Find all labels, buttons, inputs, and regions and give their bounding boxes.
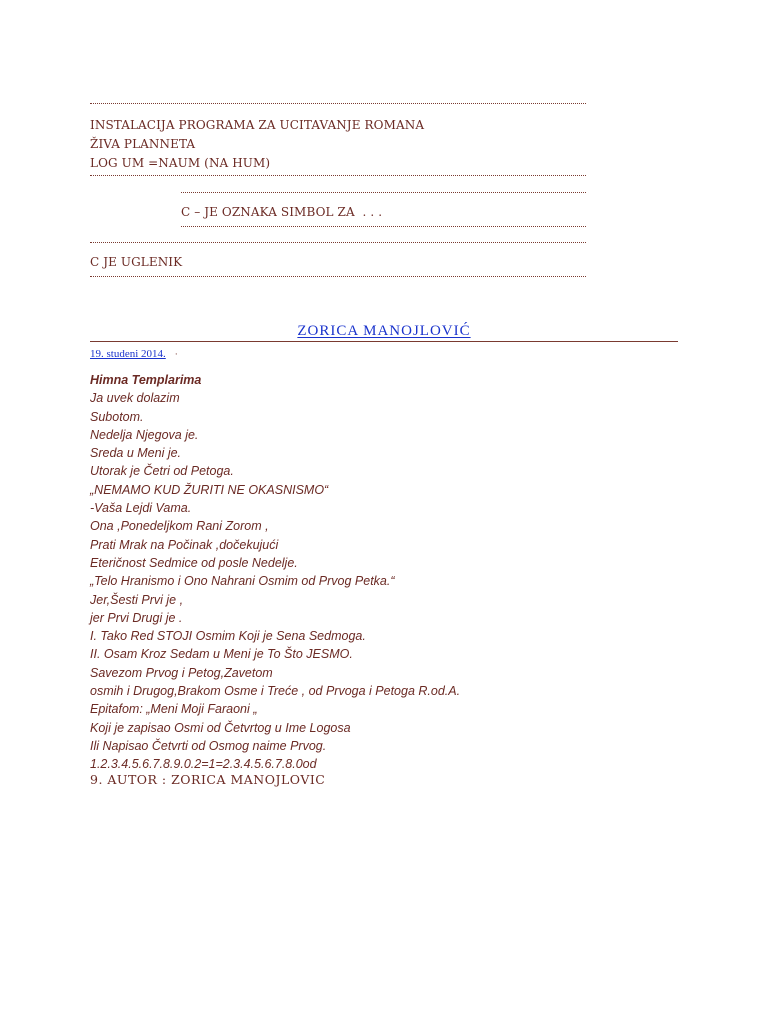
- heading-line-1: INSTALACIJA PROGRAMA ZA UCITAVANJE ROMANA: [90, 118, 425, 132]
- author-rule: [90, 341, 678, 342]
- poem-line: osmih i Drugog,Brakom Osme i Treće , od Prvoga i Petoga R.od.A.: [90, 684, 461, 699]
- dotted-rule-top: [90, 103, 586, 104]
- poem-line: Prati Mrak na Počinak ,dočekujući: [90, 537, 279, 552]
- poem-line: -Vaša Lejdi Vama.: [90, 501, 192, 516]
- poem-line: Utorak je Četri od Petoga.: [90, 464, 234, 479]
- poem-line: 1.2.3.4.5.6.7.8.9.0.2=1=2.3.4.5.6.7.8.0od: [90, 757, 317, 772]
- poem-line: jer Prvi Drugi je .: [90, 610, 183, 625]
- poem-line: I. Tako Red STOJI Osmim Koji je Sena Sedmoga.: [90, 629, 366, 644]
- poem-line: Ona ,Ponedeljkom Rani Zorom ,: [90, 519, 269, 534]
- dotted-rule-indent-top: [181, 192, 586, 193]
- poem-line: Savezom Prvog i Petog,Zavetom: [90, 665, 273, 680]
- poem-line: „NEMAMO KUD ŽURITI NE OKASNISMO“: [90, 482, 329, 497]
- date-marker: ·: [174, 349, 178, 359]
- poem-line: Epitafom: „Meni Moji Faraoni „: [90, 702, 258, 717]
- heading-line-2: ŽIVA PLANNETA: [90, 137, 196, 151]
- dotted-rule-carbon-top: [90, 242, 586, 243]
- author-link[interactable]: ZORICA MANOJLOVIĆ: [297, 323, 471, 339]
- date-row: [90, 344, 178, 362]
- poem-line: Sreda u Meni je.: [90, 446, 182, 461]
- date-link[interactable]: 19. studeni 2014.: [90, 348, 166, 360]
- poem-line: Koji je zapisao Osmi od Četvrtog u Ime Logosa: [90, 720, 351, 735]
- poem-line: Ja uvek dolazim: [90, 391, 180, 406]
- poem-line: II. Osam Kroz Sedam u Meni je To Što JESMO.: [90, 647, 353, 662]
- poem-line: Eteričnost Sedmice od posle Nedelje.: [90, 555, 298, 570]
- poem-line: Ili Napisao Četvrti od Osmog naime Prvog.: [90, 738, 327, 753]
- poem-title: Himna Templarima: [90, 373, 202, 387]
- heading-block: [90, 116, 424, 173]
- poem-line: Nedelja Njegova je.: [90, 427, 199, 442]
- poem-line: Jer,Šesti Prvi je ,: [90, 592, 184, 607]
- dotted-rule-heading-bottom: [90, 175, 586, 176]
- poem: [90, 371, 460, 774]
- poem-line: „Telo Hranismo i Ono Nahrani Osmim od Prvog Petka.“: [90, 574, 395, 589]
- dotted-rule-indent-bottom: [181, 226, 586, 227]
- dotted-rule-carbon-bottom: [90, 276, 586, 277]
- poem-line: Subotom.: [90, 409, 144, 424]
- symbol-note: C – JE OZNAKA SIMBOL ZA . . .: [181, 205, 383, 219]
- poem-signature: 9. AUTOR : ZORICA MANOJLOVIC: [90, 772, 326, 787]
- heading-line-3: LOG UM =NAUM (NA HUM): [90, 156, 271, 170]
- carbon-note: C JE UGLENIK: [90, 255, 183, 269]
